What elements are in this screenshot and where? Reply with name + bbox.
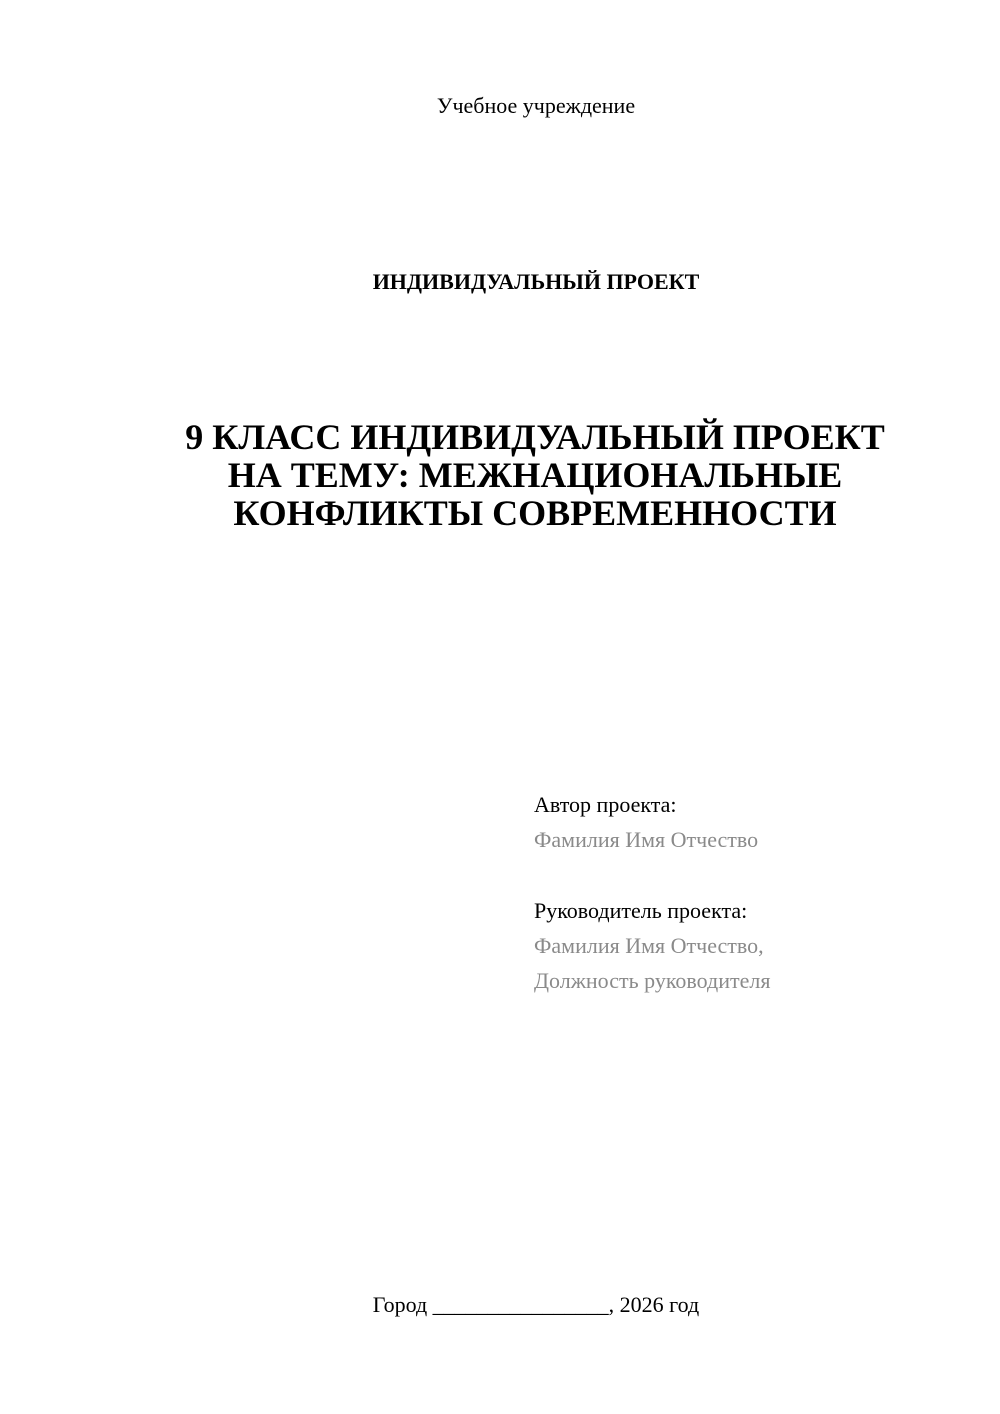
author-label: Автор проекта: [534, 792, 677, 817]
info-spacer [534, 857, 974, 893]
institution-name: Учебное учреждение [436, 93, 636, 118]
supervisor-position: Должность руководителя [534, 968, 771, 993]
project-title-line-1: 9 КЛАСС ИНДИВИДУАЛЬНЫЙ ПРОЕКТ [185, 417, 885, 457]
project-title [120, 418, 950, 532]
project-title-line-2: НА ТЕМУ: МЕЖНАЦИОНАЛЬНЫЕ [227, 455, 843, 495]
author-name: Фамилия Имя Отчество [534, 827, 759, 852]
city-year-line: Город ________________, 2026 год [372, 1292, 700, 1317]
project-info-block [534, 787, 974, 998]
project-title-line-3: КОНФЛИКТЫ СОВРЕМЕННОСТИ [233, 493, 837, 533]
supervisor-label: Руководитель проекта: [534, 898, 748, 923]
project-type-heading: ИНДИВИДУАЛЬНЫЙ ПРОЕКТ [372, 269, 700, 294]
supervisor-name: Фамилия Имя Отчество, [534, 933, 764, 958]
